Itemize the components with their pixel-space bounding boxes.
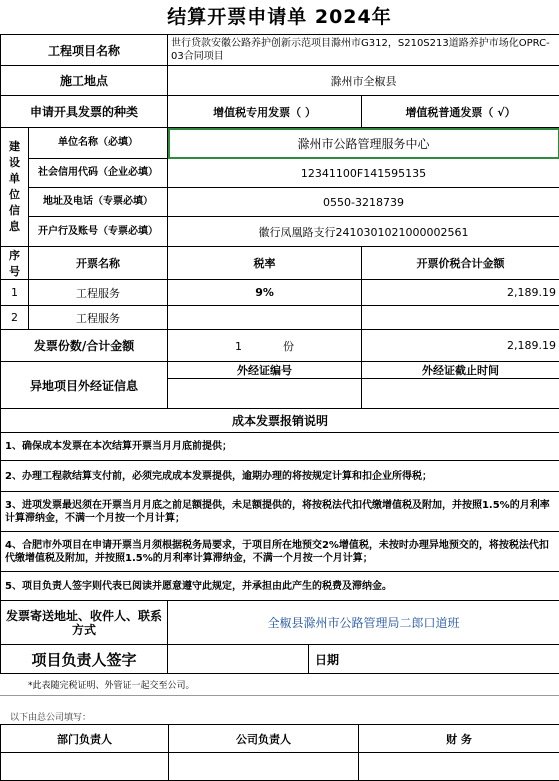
address-label: 地址及电话（专票必填） xyxy=(29,188,168,217)
item-name: 工程服务 xyxy=(29,280,168,306)
seq-header: 序号 xyxy=(1,247,29,280)
site-value: 滁州市全椒县 xyxy=(168,66,559,96)
bank-value[interactable]: 徽行凤凰路支行2410301021000002561 xyxy=(168,217,559,247)
site-label: 施工地点 xyxy=(1,66,168,96)
external-deadline-label: 外经证截止时间 xyxy=(362,362,559,379)
rate-header: 税率 xyxy=(168,247,362,280)
cost-note-5: 5、项目负责人签字则代表已阅读并愿意遵守此规定，并承担由此产生的税费及滞纳金。 xyxy=(1,572,559,601)
item-name: 工程服务 xyxy=(29,306,168,330)
dept-head-label: 部门负责人 xyxy=(1,725,169,753)
item-name-header: 开票名称 xyxy=(29,247,168,280)
credit-code-label: 社会信用代码（企业必填） xyxy=(29,159,168,188)
unit-name-value[interactable]: 滁州市公路管理服务中心 xyxy=(168,128,559,159)
amount-header: 开票价税合计金额 xyxy=(362,247,559,280)
project-name-label: 工程项目名称 xyxy=(1,35,168,66)
cost-note-1: 1、确保成本发票在本次结算开票当月月底前提供； xyxy=(1,433,559,461)
external-code-value[interactable] xyxy=(168,379,362,409)
general-invoice-option[interactable]: 增值税普通发票（ √） xyxy=(362,96,559,128)
totals-amount: 2,189.19 xyxy=(362,330,559,362)
date-label: 日期 xyxy=(309,645,559,674)
page-title: 结算开票申请单 2024年 xyxy=(0,0,559,34)
approval-table xyxy=(0,724,559,781)
below-note: 以下由总公司填写： xyxy=(10,710,91,723)
totals-count-cell xyxy=(168,330,362,362)
mailing-label: 发票寄送地址、收件人、联系方式 xyxy=(1,601,168,645)
unit-name-label: 单位名称（必填） xyxy=(29,128,168,159)
table-row xyxy=(1,280,559,306)
mailing-value[interactable]: 全椒县滁州市公路管理局二郎口道班 xyxy=(168,601,559,645)
credit-code-value[interactable]: 12341100F141595135 xyxy=(168,159,559,188)
item-rate: 9% xyxy=(168,280,362,306)
company-head-label: 公司负责人 xyxy=(169,725,359,753)
finance-label: 财 务 xyxy=(359,725,559,753)
external-label: 异地项目外经证信息 xyxy=(1,362,168,409)
cost-note-4: 4、合肥市外项目在申请开票当月须根据税务局要求，于项目所在地预交2%增值税，未按时办理异地预交的，将按税法代扣代缴增值税及附加，并按照1.5%的月利率计算滞纳金，不满一个月按一个月计算； xyxy=(1,532,559,572)
special-invoice-option[interactable]: 增值税专用发票（ ） xyxy=(168,96,362,128)
company-head-sign[interactable] xyxy=(169,753,359,781)
item-rate xyxy=(168,306,362,330)
external-deadline-value[interactable] xyxy=(362,379,559,409)
table-row xyxy=(1,306,559,330)
item-seq: 1 xyxy=(1,280,29,306)
finance-sign[interactable] xyxy=(359,753,559,781)
application-form-table xyxy=(0,34,559,674)
address-value[interactable]: 0550-3218739 xyxy=(168,188,559,217)
totals-label: 发票份数/合计金额 xyxy=(1,330,168,362)
invoice-type-label: 申请开具发票的种类 xyxy=(1,96,168,128)
item-amount xyxy=(362,306,559,330)
builder-side-label: 建设单位信息 xyxy=(1,128,29,247)
cost-note-3: 3、进项发票最迟须在开票当月月底之前足额提供，未足额提供的，将按税法代扣代缴增值税及附加，并按照1.5%的月利率计算滞纳金，不满一个月按一个月计算； xyxy=(1,492,559,532)
divider xyxy=(0,695,559,696)
item-seq: 2 xyxy=(1,306,29,330)
bank-label: 开户行及账号（专票必填） xyxy=(29,217,168,247)
cost-notes-title: 成本发票报销说明 xyxy=(1,409,559,433)
totals-count: 1 xyxy=(235,340,242,353)
footnote: *此表随完税证明、外管证一起交至公司。 xyxy=(28,678,195,691)
cost-note-2: 2、办理工程款结算支付前，必须完成成本发票提供，逾期办理的将按规定计算和扣企业所得税； xyxy=(1,461,559,492)
dept-head-sign[interactable] xyxy=(1,753,169,781)
item-amount: 2,189.19 xyxy=(362,280,559,306)
totals-unit: 份 xyxy=(283,340,294,353)
project-name-value: 世行贷款安徽公路养护创新示范项目滁州市G312，S210S213道路养护市场化OPRC-03合同项目 xyxy=(168,35,559,66)
signature-label: 项目负责人签字 xyxy=(1,645,168,674)
external-code-label: 外经证编号 xyxy=(168,362,362,379)
signature-field[interactable] xyxy=(168,645,309,674)
